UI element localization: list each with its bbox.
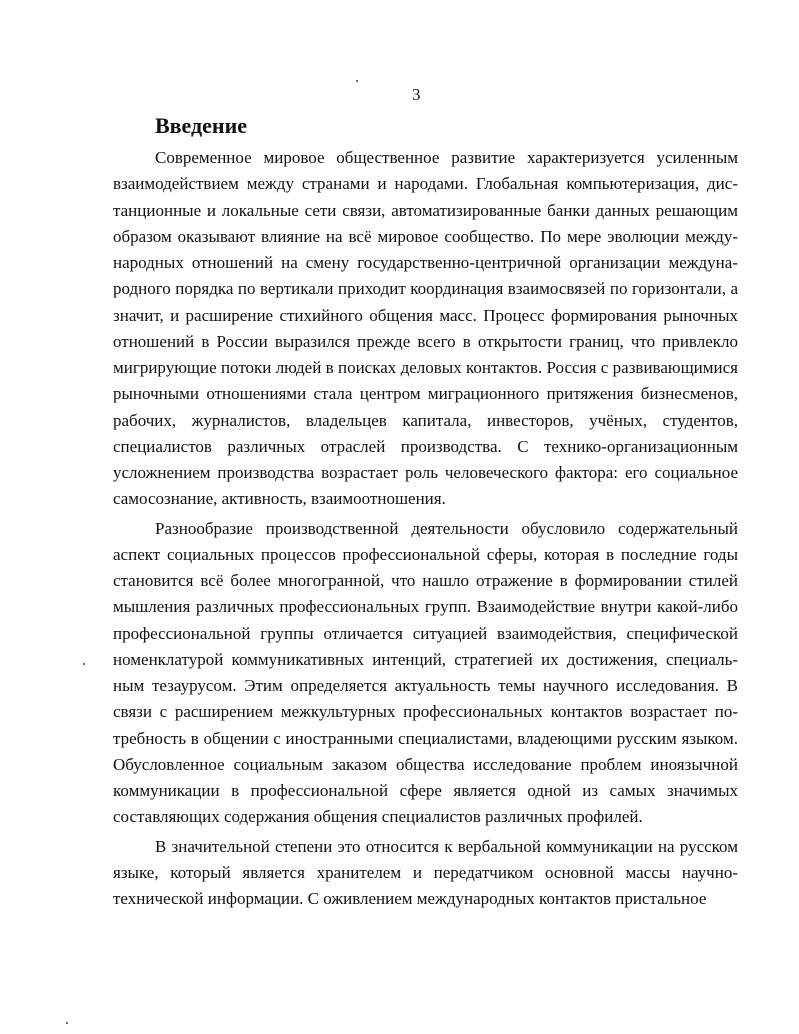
scan-speck — [356, 80, 358, 82]
paragraph-3: В значительной степени это относится к вербальной коммуникации на русском языке, который является хранителем и передатчиком основной массы научно-технической информации. С оживлением международных контактов пристальное — [113, 836, 738, 908]
paragraph-2: Разнообразие производственной деятельности обусловило содержательный аспект социальных процессов профессиональной сферы, которая в последние годы становится всё более многогранной, что нашло отражение в формировании стилей мышления различных профессиональных групп. Взаимодействие внутри какой-либо профессиональной группы отличается ситуацией взаимодействия, специфической номенклатурой коммуникативных интенций, стратегией их достижения, специальным тезаурусом. Этим определяется актуальность темы научного исследования. В связи с расширением межкультурных профессиональных контактов возрастает потребность в общении с иностранными специалистами, владеющими русским языком. Обусловленное социальным заказом общества исследование проблем иноязычной коммуникации в профессиональной сфере является одной из самых значимых составляющих содержания общения специалистов различных профилей. — [113, 518, 738, 827]
page-title: Введение — [155, 113, 248, 138]
scan-speck — [66, 1022, 68, 1024]
paragraph-1: Современное мировое общественное развитие характеризуется усиленным взаимодействием между странами и народами. Глобальная компьютеризация, дистанционные и локальные сети связи, автоматизированные банки данных решающим образом оказывают влияние на всё мировое сообщество. По мере эволюции международных отношений на смену государственно-центричной организации международного порядка по вертикали приходит координация взаимосвязей по горизонтали, а значит, и расширение стихийного общения масс. Процесс формирования рыночных отношений в России выразился прежде всего в открытости границ, что привлекло мигрирующие потоки людей в поисках деловых контактов. Россия с развивающимися рыночными отношениями стала центром миграционного притяжения бизнесменов, рабочих, журналистов, владельцев капитала, инвесторов, учёных, студентов, специалистов различных отраслей производства. С технико-организационным усложнением производства возрастает роль человеческого фактора: его социальное самосознание, активность, взаимоотношения. — [113, 148, 738, 509]
document-body — [113, 145, 738, 912]
page-number: 3 — [412, 85, 421, 104]
scan-speck — [83, 663, 85, 665]
